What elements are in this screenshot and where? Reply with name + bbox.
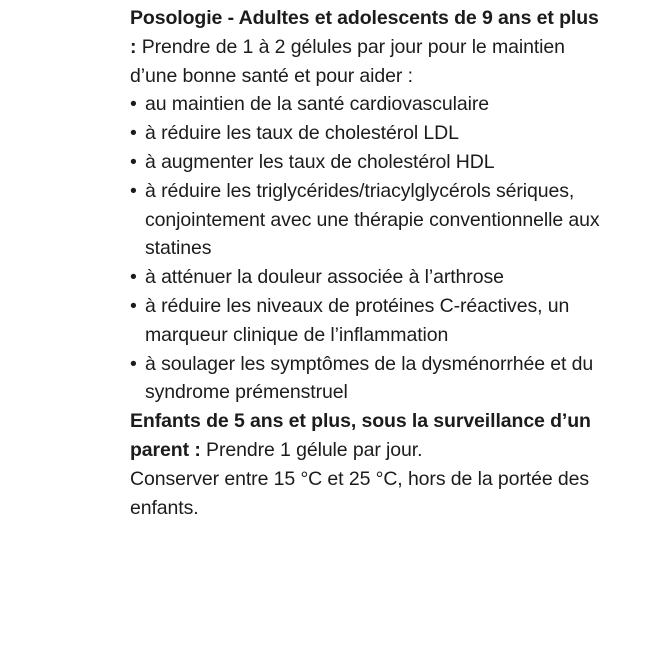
child-dosage-heading: Enfants de 5 ans et plus, sous la surveillance d’un parent : xyxy=(130,410,591,461)
adult-dosage-heading: Posologie - Adultes et adolescents de 9 ans et plus : xyxy=(130,7,599,58)
child-dosage-paragraph xyxy=(130,407,600,465)
benefit-text: à soulager les symptômes de la dysménorrhée et du syndrome prémenstruel xyxy=(145,352,594,404)
benefit-text: au maintien de la santé cardiovasculaire xyxy=(145,93,489,116)
benefit-item xyxy=(130,148,600,177)
storage-instructions: Conserver entre 15 °C et 25 °C, hors de la portée des enfants. xyxy=(130,467,590,519)
bullet-icon: • xyxy=(130,179,137,202)
benefit-text: à augmenter les taux de cholestérol HDL xyxy=(145,150,495,173)
benefit-text: à réduire les niveaux de protéines C-réactives, un marqueur clinique de l’inflammation xyxy=(145,294,570,346)
bullet-icon: • xyxy=(130,352,137,375)
bullet-icon: • xyxy=(130,122,137,145)
benefit-item xyxy=(130,90,600,119)
benefit-text: à atténuer la douleur associée à l’arthrose xyxy=(145,266,504,289)
bullet-icon: • xyxy=(130,266,137,289)
benefits-list xyxy=(130,90,600,407)
benefit-item xyxy=(130,350,600,408)
benefit-item xyxy=(130,177,600,263)
benefit-item xyxy=(130,292,600,350)
bullet-icon: • xyxy=(130,150,137,173)
bullet-icon: • xyxy=(130,294,137,317)
benefit-item xyxy=(130,263,600,292)
benefit-text: à réduire les taux de cholestérol LDL xyxy=(145,122,459,145)
benefit-item xyxy=(130,119,600,148)
child-dosage-text: Prendre 1 gélule par jour. xyxy=(200,438,423,461)
bullet-icon: • xyxy=(130,93,137,116)
adult-dosage-text: Prendre de 1 à 2 gélules par jour pour le maintien d’une bonne santé et pour aider : xyxy=(130,35,565,87)
adult-dosage-paragraph xyxy=(130,4,600,90)
benefit-text: à réduire les triglycérides/triacylglycérols sériques, conjointement avec une thérapie conventionnelle aux statines xyxy=(145,179,600,260)
